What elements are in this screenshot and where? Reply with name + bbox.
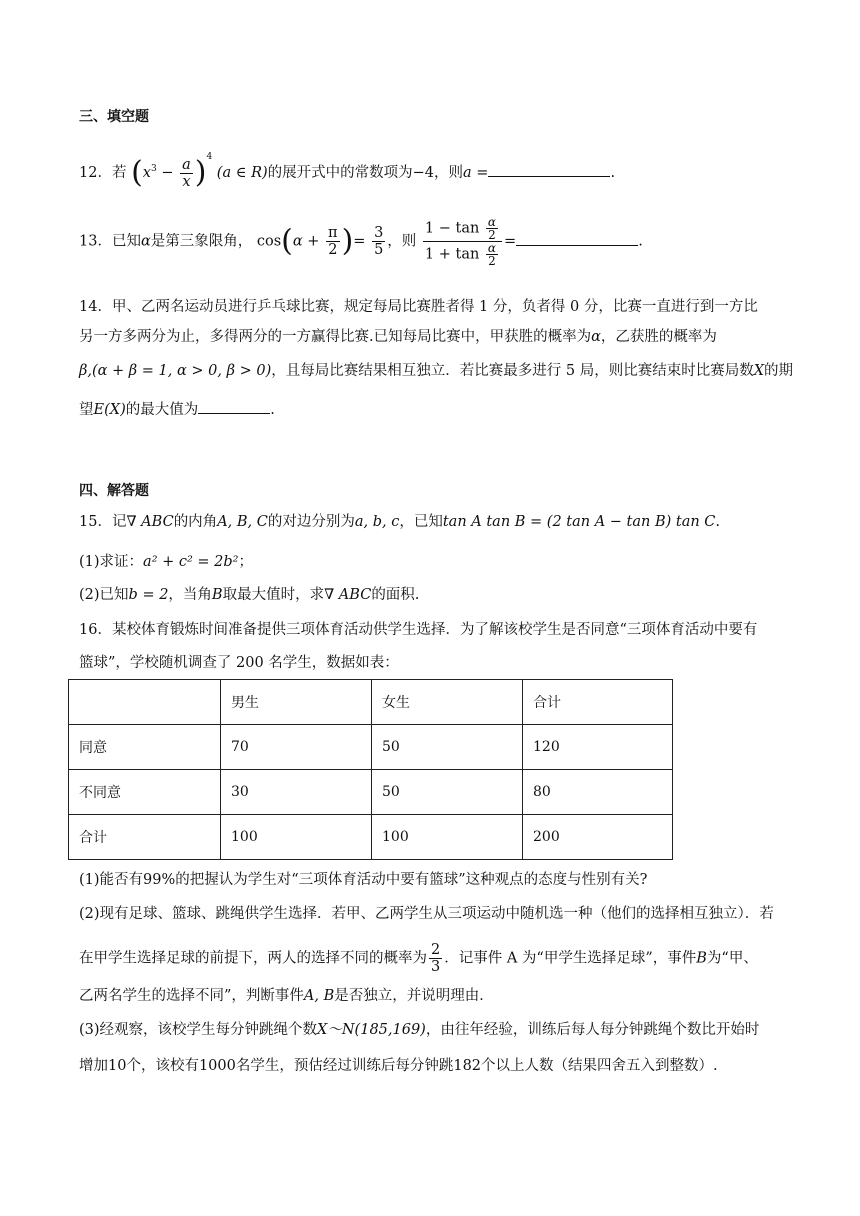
q13-two: 2 xyxy=(328,242,338,258)
q16-part2-line3 xyxy=(79,985,494,1007)
table-cell: 30 xyxy=(221,770,372,815)
q16-p3-l1b: ，由往年经验，训练后每人每分钟跳绳个数比开始时 xyxy=(425,1022,760,1038)
q15-l1a: 15．记 xyxy=(79,514,127,530)
q16-p1-pct: 99% xyxy=(143,872,176,888)
q13-val-den: 5 xyxy=(374,242,384,258)
q15-p2a: (2)已知 xyxy=(79,587,129,603)
q15-p2-tri: ∇ ABC xyxy=(324,587,372,603)
q15-triangle: ∇ ABC xyxy=(126,514,174,530)
q14-X: X xyxy=(753,363,765,379)
q16-p2-l2c: 为“甲、 xyxy=(706,950,758,967)
q14-condition: β,(α + β = 1, α > 0, β > 0) xyxy=(79,363,272,379)
q13-then: ，则 xyxy=(387,233,417,250)
q15-p1a: (1)求证： xyxy=(79,554,144,570)
q13-half-alpha-den xyxy=(486,242,498,267)
q16-p2-fraction xyxy=(429,942,442,975)
table-cell: 100 xyxy=(372,815,523,860)
q15-l1d: ，已知 xyxy=(399,514,443,530)
table-row xyxy=(69,725,673,770)
q13-alpha: α xyxy=(140,233,151,250)
q16-p3-l2b: 个，该校有 xyxy=(126,1058,199,1074)
q16-p2-l3b: 是否独立，并说明理由． xyxy=(334,988,494,1004)
q15-l1c: 的对边分别为 xyxy=(267,514,355,530)
q14-l4b: 的最大值为 xyxy=(125,402,199,418)
q13-f-num: 1 − tan xyxy=(424,220,480,237)
q12-fraction xyxy=(180,157,193,190)
q16-part1 xyxy=(79,869,647,891)
q12-condition: (a ∈ R) xyxy=(216,165,268,181)
q15-angles: A, B, C xyxy=(217,514,268,530)
q16-p2-fnum: 2 xyxy=(431,942,441,958)
q13-h2b: 2 xyxy=(488,254,496,268)
q13-cos: cos xyxy=(256,233,282,250)
q13-ha2: α xyxy=(487,241,497,255)
q12-number: 12．若 xyxy=(79,165,127,181)
q13-answer-blank[interactable] xyxy=(516,231,638,246)
q12-end: . xyxy=(610,165,616,181)
right-paren-icon: ) xyxy=(341,223,354,259)
q13-h2: 2 xyxy=(488,228,496,242)
q15-p1-math: a² + c² = 2b² xyxy=(143,554,239,570)
survey-table xyxy=(68,679,673,860)
q15-part1 xyxy=(79,551,253,573)
q13-pi: π xyxy=(328,225,338,241)
q16-line2: 篮球”，学校随机调查了 200 名学生，数据如表： xyxy=(79,655,399,671)
q14-end: . xyxy=(270,402,275,418)
q13-eq: = xyxy=(353,233,366,250)
q16-part2-line1: (2)现有足球、篮球、跳绳供学生选择．若甲、乙两学生从三项运动中随机选一种（他们的选择相互独立）．若 xyxy=(79,906,774,922)
q16-p2-l2b: ．记事件 A 为“甲学生选择足球”，事件 xyxy=(444,950,697,967)
q16-p2-l2a: 在甲学生选择足球的前提下，两人的选择不同的概率为 xyxy=(79,950,427,967)
q16-p2-l3a: 乙两名学生的选择不同”，判断事件 xyxy=(79,988,304,1004)
q13-f-den: 1 + tan xyxy=(424,246,480,263)
question-13 xyxy=(79,216,643,267)
table-header-cell xyxy=(69,680,221,725)
q16-p3-l2c: 名学生，预估经过训练后每分钟跳 xyxy=(235,1058,454,1074)
q13-val-num: 3 xyxy=(374,225,384,241)
q15-p2b: ，当角 xyxy=(168,587,212,603)
table-cell: 同意 xyxy=(69,725,221,770)
q12-frac-num: a xyxy=(182,156,191,173)
q14-line3 xyxy=(79,360,793,382)
q16-part3-line2 xyxy=(79,1055,718,1077)
q14-answer-blank[interactable] xyxy=(198,399,270,414)
table-cell: 不同意 xyxy=(69,770,221,815)
q16-p3-182: 182 xyxy=(453,1058,482,1074)
left-paren-icon: ( xyxy=(131,155,143,190)
q16-p3-l1a: (3)经观察，该校学生每分钟跳绳个数 xyxy=(79,1022,318,1038)
q13-tan-den xyxy=(423,242,502,267)
q15-given: tan A tan B = (2 tan A − tan B) tan C xyxy=(442,514,716,530)
table-row xyxy=(69,770,673,815)
q15-l1b: 的内角 xyxy=(173,514,218,530)
right-paren-icon: ) xyxy=(194,155,207,190)
q15-l1e: . xyxy=(715,514,721,530)
q12-frac-den: x xyxy=(182,173,191,190)
q14-l2b: ，乙获胜的概率为 xyxy=(600,329,717,345)
q16-line1: 16．某校体育锻炼时间准备提供三项体育活动供学生选择．为了解该校学生是否同意“三项体育活动中要有 xyxy=(79,622,758,638)
question-12 xyxy=(79,146,615,190)
q14-EX: E(X) xyxy=(93,402,126,418)
q13-value-fraction xyxy=(372,225,385,258)
table-cell: 120 xyxy=(523,725,673,770)
table-cell: 100 xyxy=(221,815,372,860)
q13-half-alpha-num xyxy=(486,216,498,241)
table-cell: 70 xyxy=(221,725,372,770)
q12-answer-blank[interactable] xyxy=(488,162,610,177)
q16-p2-B: B xyxy=(696,950,707,967)
q16-part2-line2 xyxy=(79,942,758,975)
q13-tan-num xyxy=(423,216,502,242)
q13-ha: α xyxy=(487,215,497,229)
q12-cond-text: a ∈ R xyxy=(222,165,262,181)
q15-p2-B: B xyxy=(211,587,223,603)
section-fill-in-heading: 三、填空题 xyxy=(79,109,149,125)
q16-p1a: (1)能否有 xyxy=(79,872,144,888)
q14-line1: 14．甲、乙两名运动员进行乒乓球比赛，规定每局比赛胜者得 1 分，负者得 0 分，比赛一直进行到一方比 xyxy=(79,299,758,315)
table-row xyxy=(69,815,673,860)
q15-part2 xyxy=(79,584,419,606)
q14-l4a: 望 xyxy=(79,402,94,418)
q15-line1 xyxy=(79,511,720,533)
table-cell: 80 xyxy=(523,770,673,815)
q15-p2-b: b = 2 xyxy=(128,587,169,603)
table-cell: 50 xyxy=(372,770,523,815)
table-header-row xyxy=(69,680,673,725)
q13-pi-fraction xyxy=(326,225,340,258)
q13-number: 13．已知 xyxy=(79,233,141,250)
table-header-cell: 女生 xyxy=(372,680,523,725)
q15-sides: a, b, c xyxy=(354,514,400,530)
q13-text: 是第三象限角， xyxy=(150,233,253,250)
q12-x: x xyxy=(142,165,151,181)
q13-inner: α + xyxy=(292,233,320,250)
q15-p2d: 的面积. xyxy=(371,587,420,603)
q14-line2 xyxy=(79,326,717,348)
q14-l3c: 的期 xyxy=(764,363,794,379)
q14-alpha: α xyxy=(591,329,601,345)
section-solve-heading: 四、解答题 xyxy=(79,483,149,499)
left-paren-icon: ( xyxy=(281,223,293,259)
q12-minus: − xyxy=(161,165,174,181)
q13-end: . xyxy=(638,233,643,250)
q13-tan-fraction xyxy=(423,216,502,267)
q16-part3-line1 xyxy=(79,1019,759,1041)
q15-p1b: ； xyxy=(238,554,253,570)
table-header-cell: 合计 xyxy=(523,680,673,725)
q12-then: ，则 xyxy=(434,165,464,181)
q13-ask: = xyxy=(504,233,517,250)
q14-l2a: 另一方多两分为止，多得两分的一方赢得比赛.已知每局比赛中，甲获胜的概率为 xyxy=(79,329,592,345)
q12-sup3: 3 xyxy=(150,164,157,175)
q16-p3-l2d: 个以上人数（结果四舍五入到整数）. xyxy=(481,1058,718,1074)
table-cell: 200 xyxy=(523,815,673,860)
q16-p3-dist: X～N(185,169) xyxy=(317,1022,426,1038)
q16-p3-10: 10 xyxy=(108,1058,127,1074)
q16-p3-1000: 1000 xyxy=(198,1058,236,1074)
table-header-cell: 男生 xyxy=(221,680,372,725)
table-cell: 合计 xyxy=(69,815,221,860)
q16-p1b: 的把握认为学生对“三项体育活动中要有篮球”这种观点的态度与性别有关? xyxy=(175,872,648,888)
q12-sup4: 4 xyxy=(206,152,213,162)
q15-p2c: 取最大值时，求 xyxy=(222,587,325,603)
q14-l3b: ，且每局比赛结果相互独立．若比赛最多进行 5 局，则比赛结束时比赛局数 xyxy=(271,363,754,379)
q14-line4 xyxy=(79,399,275,421)
q16-p2-fden: 3 xyxy=(431,959,441,975)
q16-p3-l2a: 增加 xyxy=(79,1058,108,1074)
q12-value: −4 xyxy=(412,165,435,181)
q16-p2-AB: A, B xyxy=(303,988,335,1004)
table-cell: 50 xyxy=(372,725,523,770)
q12-text: 的展开式中的常数项为 xyxy=(267,165,413,181)
q12-ask: a = xyxy=(463,165,489,181)
